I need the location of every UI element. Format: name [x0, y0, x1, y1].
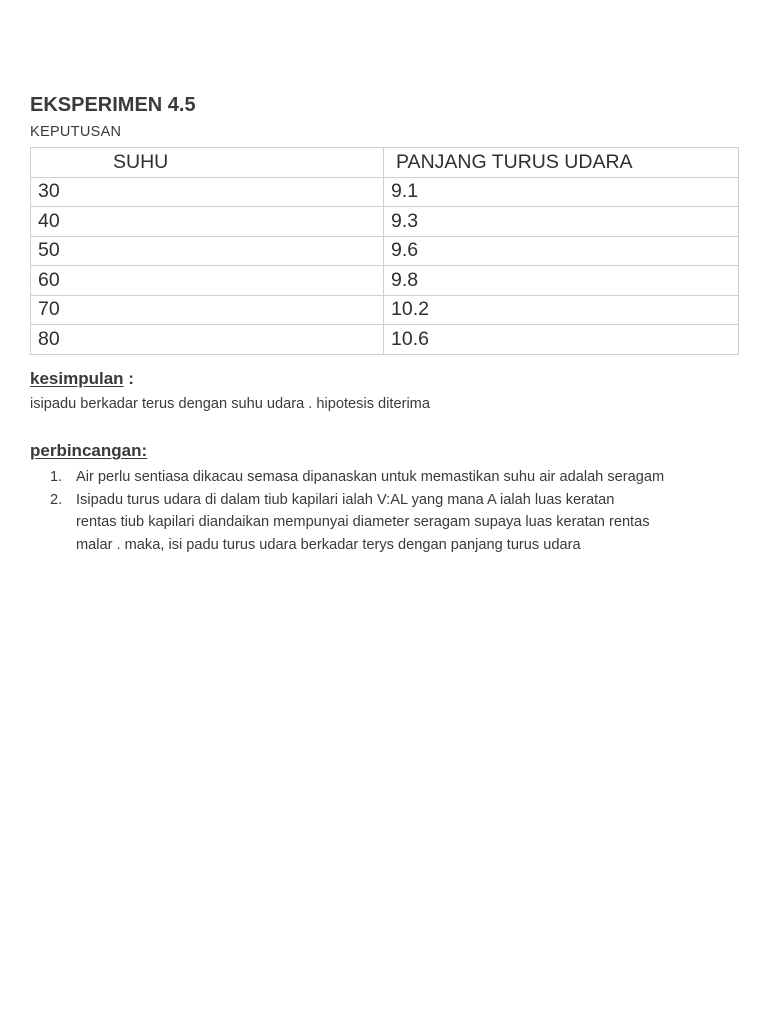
table-cell-panjang: 9.8	[384, 266, 739, 296]
table-row	[31, 177, 739, 207]
list-item-line: malar . maka, isi padu turus udara berkadar terys dengan panjang turus udara	[76, 536, 581, 553]
kesimpulan-heading-suffix: :	[123, 369, 134, 388]
table-row	[31, 325, 739, 355]
table-header-row	[31, 148, 739, 178]
list-item	[30, 466, 738, 489]
kesimpulan-heading-label: kesimpulan	[30, 369, 124, 388]
table-cell-suhu: 60	[31, 266, 384, 296]
list-item-number: 1.	[50, 469, 63, 485]
results-table	[30, 147, 739, 355]
table-cell-panjang: 9.3	[384, 207, 739, 237]
document-title: EKSPERIMEN 4.5	[30, 94, 196, 116]
section-subtitle: KEPUTUSAN	[30, 124, 122, 140]
list-item-number: 2.	[50, 491, 63, 508]
table-cell-suhu: 70	[31, 295, 384, 325]
perbincangan-heading	[30, 441, 147, 461]
table-cell-suhu: 40	[31, 207, 384, 237]
table-cell-suhu: 30	[31, 177, 384, 207]
perbincangan-heading-label: perbincangan:	[30, 441, 148, 460]
kesimpulan-heading	[30, 369, 134, 389]
table-row	[31, 236, 739, 266]
table-header-suhu: SUHU	[31, 148, 384, 178]
table-cell-panjang: 10.6	[384, 325, 739, 355]
list-item-line: rentas tiub kapilari diandaikan mempunyai diameter seragam supaya luas keratan rentas	[76, 514, 650, 530]
table-cell-suhu: 50	[31, 236, 384, 266]
table-row	[31, 207, 739, 237]
table-cell-panjang: 9.1	[384, 177, 739, 207]
kesimpulan-text: isipadu berkadar terus dengan suhu udara . hipotesis diterima	[30, 396, 430, 412]
perbincangan-list	[30, 466, 738, 556]
table-cell-panjang: 9.6	[384, 236, 739, 266]
list-item	[30, 489, 738, 557]
table-cell-panjang: 10.2	[384, 295, 739, 325]
table-header-panjang: PANJANG TURUS UDARA	[384, 148, 739, 178]
table-cell-suhu: 80	[31, 325, 384, 355]
list-item-line: Air perlu sentiasa dikacau semasa dipanaskan untuk memastikan suhu air adalah seragam	[76, 469, 665, 485]
table-row	[31, 266, 739, 296]
table-row	[31, 295, 739, 325]
list-item-line: Isipadu turus udara di dalam tiub kapilari ialah V:AL yang mana A ialah luas keratan	[76, 491, 615, 508]
